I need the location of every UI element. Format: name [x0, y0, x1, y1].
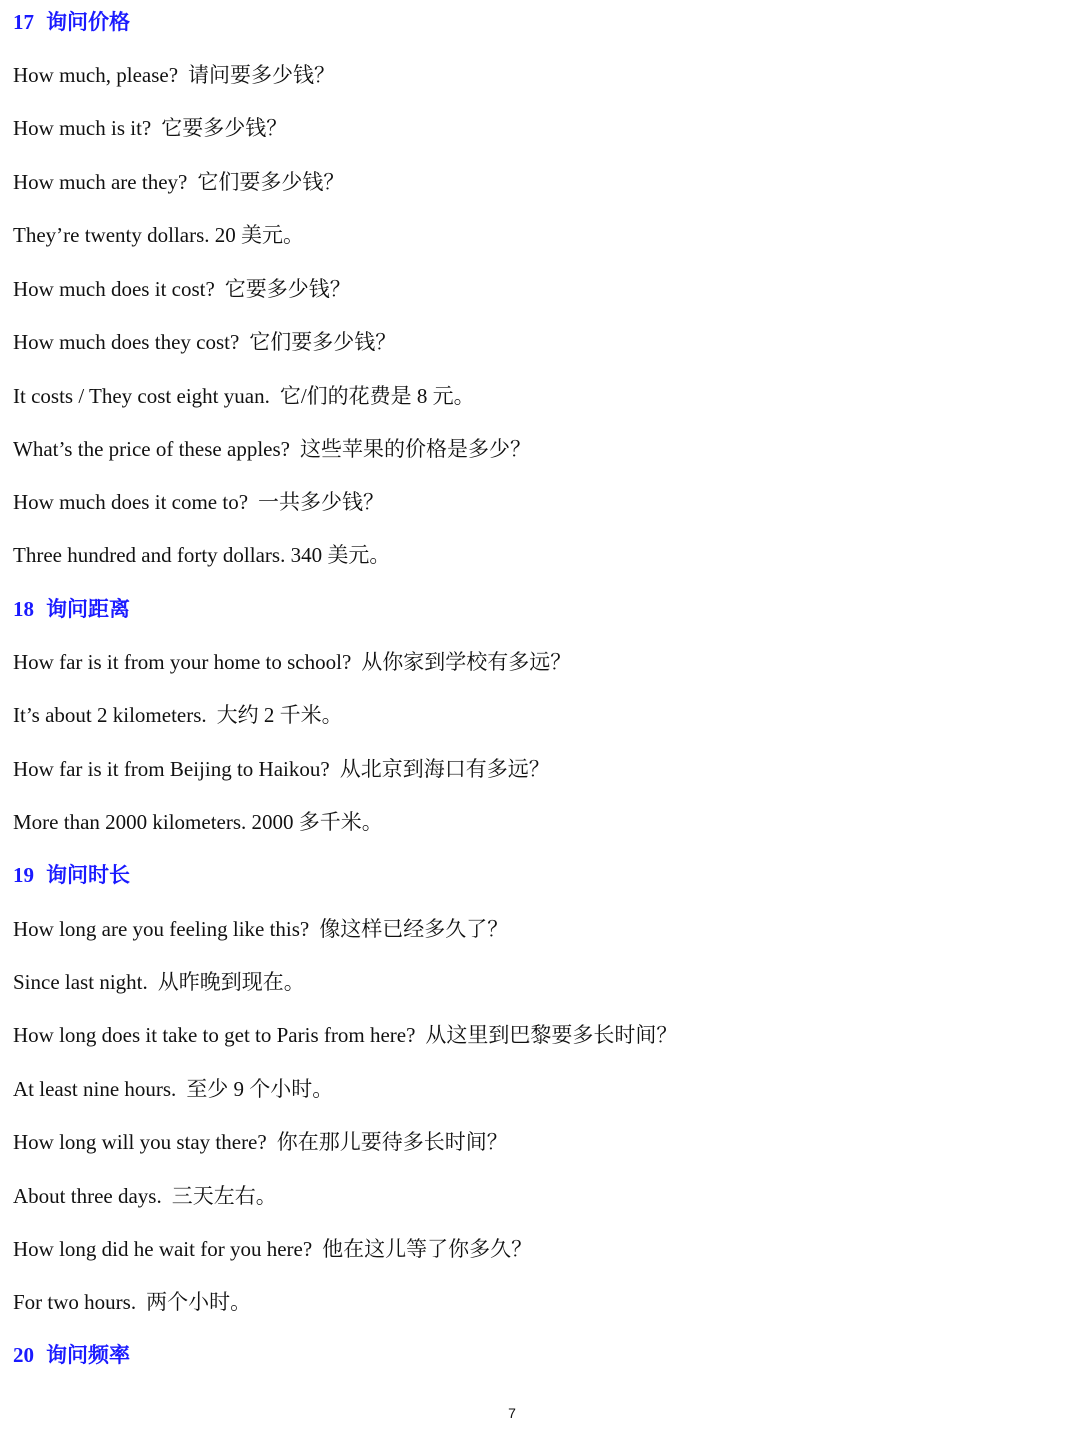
- english-text: It costs / They cost eight yuan.: [13, 384, 270, 408]
- phrase-line: [13, 541, 390, 569]
- section-number: 17: [13, 10, 34, 34]
- chinese-text: 三天左右。: [171, 1184, 277, 1208]
- phrase-line: [13, 968, 305, 996]
- chinese-text: 美元。: [241, 223, 305, 247]
- english-text: For two hours.: [13, 1290, 137, 1314]
- phrase-line: [13, 114, 287, 142]
- english-text: How much are they?: [13, 170, 188, 194]
- english-text: How long are you feeling like this?: [13, 917, 310, 941]
- chinese-text: 它们要多少钱？: [197, 170, 345, 194]
- chinese-text: 这些苹果的价格是多少？: [299, 437, 531, 461]
- section-title: 询问距离: [46, 597, 130, 621]
- phrase-line: [13, 1182, 277, 1210]
- chinese-text: 你在那儿要待多长时间？: [276, 1130, 508, 1154]
- phrase-line: [13, 1128, 508, 1156]
- section-heading: [13, 861, 130, 889]
- section-title: 询问频率: [46, 1343, 130, 1367]
- english-text: How far is it from Beijing to Haikou?: [13, 757, 330, 781]
- section-heading: [13, 595, 130, 623]
- section-title: 询问价格: [46, 10, 130, 34]
- page-number: 7: [508, 1405, 516, 1421]
- phrase-line: [13, 1235, 532, 1263]
- phrase-line: [13, 382, 475, 410]
- chinese-text: 它们要多少钱？: [249, 330, 397, 354]
- chinese-text: 美元。: [327, 543, 391, 567]
- phrase-line: [13, 488, 384, 516]
- section-number: 20: [13, 1343, 34, 1367]
- section-heading: [13, 8, 130, 36]
- phrase-line: [13, 61, 335, 89]
- phrase-line: [13, 701, 343, 729]
- section-heading: [13, 1341, 130, 1369]
- chinese-text: 多千米。: [298, 810, 383, 834]
- chinese-text: 从北京到海口有多远？: [339, 757, 550, 781]
- section-number: 19: [13, 863, 34, 887]
- english-text: How long did he wait for you here?: [13, 1237, 313, 1261]
- chinese-text: 从你家到学校有多远？: [361, 650, 572, 674]
- phrase-line: [13, 221, 304, 249]
- chinese-text: 像这样已经多久了？: [319, 917, 509, 941]
- english-text: How long will you stay there?: [13, 1130, 267, 1154]
- chinese-text: 从昨晚到现在。: [157, 970, 305, 994]
- section-number: 18: [13, 597, 34, 621]
- phrase-line: [13, 755, 550, 783]
- chinese-text: 至少 9 个小时。: [186, 1077, 334, 1101]
- phrase-line: [13, 168, 344, 196]
- english-text: About three days.: [13, 1184, 162, 1208]
- english-text: How long does it take to get to Paris from here?: [13, 1023, 416, 1047]
- phrase-line: [13, 648, 571, 676]
- chinese-text: 它要多少钱？: [224, 277, 351, 301]
- phrase-line: [13, 328, 396, 356]
- chinese-text: 它/们的花费是 8 元。: [279, 384, 475, 408]
- phrase-line: [13, 435, 531, 463]
- english-text: It’s about 2 kilometers.: [13, 703, 207, 727]
- phrase-line: [13, 1075, 333, 1103]
- phrase-line: [13, 915, 508, 943]
- chinese-text: 两个小时。: [146, 1290, 252, 1314]
- english-text: Since last night.: [13, 970, 148, 994]
- chinese-text: 他在这儿等了你多久？: [322, 1237, 533, 1261]
- english-text: How far is it from your home to school?: [13, 650, 352, 674]
- phrase-line: [13, 1288, 251, 1316]
- chinese-text: 它要多少钱？: [161, 116, 288, 140]
- english-text: How much does it come to?: [13, 490, 249, 514]
- phrase-line: [13, 1021, 677, 1049]
- section-title: 询问时长: [46, 863, 130, 887]
- english-text: How much, please?: [13, 63, 179, 87]
- english-text: They’re twenty dollars. 20: [13, 223, 236, 247]
- english-text: Three hundred and forty dollars. 340: [13, 543, 323, 567]
- english-text: More than 2000 kilometers. 2000: [13, 810, 294, 834]
- english-text: How much is it?: [13, 116, 152, 140]
- phrase-line: [13, 808, 383, 836]
- phrase-line: [13, 275, 351, 303]
- chinese-text: 大约 2 千米。: [216, 703, 343, 727]
- chinese-text: 一共多少钱？: [258, 490, 385, 514]
- english-text: What’s the price of these apples?: [13, 437, 290, 461]
- english-text: At least nine hours.: [13, 1077, 177, 1101]
- english-text: How much does it cost?: [13, 277, 215, 301]
- chinese-text: 请问要多少钱？: [188, 63, 336, 87]
- chinese-text: 从这里到巴黎要多长时间？: [425, 1023, 678, 1047]
- english-text: How much does they cost?: [13, 330, 240, 354]
